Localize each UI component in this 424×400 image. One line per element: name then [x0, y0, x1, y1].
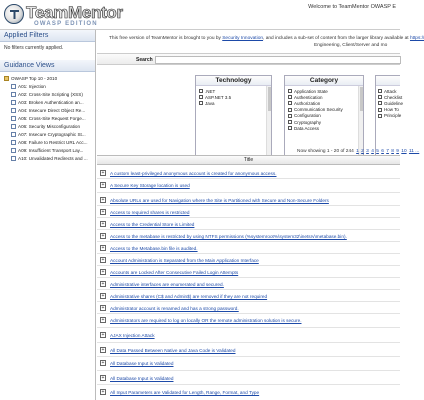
- showing-count: Now showing 1 - 20 of 244: [297, 149, 354, 154]
- applied-filters-title: Applied Filters: [0, 30, 95, 42]
- row-divider: [97, 370, 400, 371]
- row-divider: [97, 342, 400, 343]
- notice-text: , and includes a sub-set of content from the larger library available at: [263, 36, 410, 41]
- checkbox[interactable]: [378, 114, 382, 118]
- row-divider: [97, 265, 400, 266]
- checkbox[interactable]: [288, 120, 292, 124]
- guidance-tree: [0, 72, 95, 162]
- type-option-label: Principle: [384, 113, 402, 119]
- expand-icon[interactable]: +: [101, 269, 105, 275]
- row-title-link[interactable]: Account Administration is Separated from the Main Application Interface: [110, 257, 259, 263]
- technology-facet: [195, 75, 272, 163]
- row-title-link[interactable]: AJAX Injection Attack: [110, 332, 155, 338]
- type-option[interactable]: [378, 113, 402, 119]
- logo-emblem-icon: [4, 4, 24, 24]
- table-row[interactable]: [97, 358, 400, 368]
- row-title-link[interactable]: Absolute URLs are used for Navigation where the Site is Partitioned with Secure and Non-Secure Folders: [110, 197, 329, 203]
- category-option-label: Authentication: [294, 94, 323, 100]
- table-row[interactable]: [97, 168, 400, 178]
- search-input[interactable]: [155, 56, 401, 64]
- security-innovation-link[interactable]: Security Innovation: [222, 36, 264, 41]
- row-title-link[interactable]: Administrative interfaces are enumerated and secured.: [110, 281, 224, 287]
- expand-icon[interactable]: +: [101, 182, 105, 188]
- expand-icon[interactable]: +: [101, 375, 105, 381]
- page-link-more[interactable]: 11 ...: [408, 149, 420, 154]
- row-divider: [97, 217, 400, 218]
- row-title-link[interactable]: All Database Input is Validated: [110, 360, 174, 366]
- row-divider: [97, 205, 400, 206]
- row-title-link[interactable]: Access to the Metabase.bin file is audited.: [110, 245, 198, 251]
- page-link[interactable]: 7: [386, 149, 389, 154]
- tree-item[interactable]: [4, 90, 93, 98]
- expand-icon[interactable]: +: [101, 332, 105, 338]
- library-link[interactable]: https://: [409, 36, 424, 41]
- table-row[interactable]: [97, 315, 400, 325]
- row-divider: [97, 384, 400, 385]
- expand-icon[interactable]: +: [101, 293, 105, 299]
- row-title-link[interactable]: All Data Passed Between Native and Java Code is Validated: [110, 347, 236, 353]
- row-title-link[interactable]: All Database Input is Validated: [110, 375, 174, 381]
- page-icon: [11, 116, 16, 121]
- checkbox[interactable]: [378, 95, 382, 99]
- table-row[interactable]: [97, 303, 400, 313]
- expand-icon[interactable]: +: [101, 257, 105, 263]
- row-title-link[interactable]: A custom least-privileged anonymous account is created for anonymous access.: [110, 170, 277, 176]
- table-row[interactable]: [97, 195, 400, 205]
- page-link[interactable]: 8: [391, 149, 394, 154]
- page-icon: [11, 156, 16, 161]
- page-link[interactable]: 9: [396, 149, 399, 154]
- tree-item[interactable]: [4, 146, 93, 154]
- page-icon: [11, 84, 16, 89]
- technology-facet-title: Technology: [196, 76, 271, 86]
- tree-item-label: A02: Cross-Site Scripting (XSS): [18, 91, 83, 97]
- tree-item[interactable]: [4, 122, 93, 130]
- row-divider: [97, 229, 400, 230]
- expand-icon[interactable]: +: [101, 209, 105, 215]
- expand-icon[interactable]: +: [101, 245, 105, 251]
- checkbox[interactable]: [199, 95, 203, 99]
- checkbox[interactable]: [199, 89, 203, 93]
- row-divider: [97, 356, 400, 357]
- page-link[interactable]: 5: [376, 149, 379, 154]
- left-sidebar: [0, 30, 96, 400]
- tree-item-label: A03: Broken Authentication an...: [18, 99, 84, 105]
- row-title-link[interactable]: Access to required shares is restricted: [110, 209, 190, 215]
- type-option-label: Checklist: [384, 94, 403, 100]
- page-icon: [11, 92, 16, 97]
- expand-icon[interactable]: +: [101, 360, 105, 366]
- technology-options: [196, 86, 271, 109]
- tree-item-label: A08: Failure to Restrict URL Acc...: [18, 139, 88, 145]
- page-link[interactable]: 2: [361, 149, 364, 154]
- tree-item-label: A05: Cross-Site Request Forge...: [18, 115, 86, 121]
- search-label: Search: [136, 57, 153, 63]
- row-divider: [97, 253, 400, 254]
- table-row[interactable]: [97, 330, 400, 340]
- notice-text: This free version of TeamMentor is brought to you by: [109, 36, 223, 41]
- page-icon: [11, 140, 16, 145]
- tree-item[interactable]: [4, 82, 93, 90]
- notice-line-2: Engineering, Client/Server and mo: [314, 43, 388, 48]
- tree-item[interactable]: [4, 106, 93, 114]
- results-table: [97, 155, 400, 400]
- checkbox[interactable]: [288, 89, 292, 93]
- table-row[interactable]: [97, 231, 400, 241]
- row-divider: [97, 277, 400, 278]
- checkbox[interactable]: [288, 114, 292, 118]
- applied-filters-empty: No filters currently applied.: [4, 45, 64, 51]
- category-option[interactable]: [288, 125, 360, 131]
- header: [0, 0, 400, 30]
- tree-item-label: A01: Injection: [18, 83, 46, 89]
- row-title-link[interactable]: Accounts are Locked After Consecutive Failed Login Attempts: [110, 269, 239, 275]
- search-bar: [97, 53, 400, 65]
- technology-scrollbar[interactable]: [266, 86, 271, 162]
- column-header-title[interactable]: Title: [97, 156, 400, 165]
- checkbox[interactable]: [199, 101, 203, 105]
- welcome-text: Welcome to TeamMentor OWASP E: [308, 4, 396, 10]
- expand-icon[interactable]: +: [101, 317, 105, 323]
- expand-icon[interactable]: +: [101, 305, 105, 311]
- page-link[interactable]: 6: [381, 149, 384, 154]
- expand-icon[interactable]: +: [101, 233, 105, 239]
- logo-subtitle: OWASP EDITION: [34, 21, 98, 27]
- tree-item-label: A06: Security Misconfiguration: [18, 123, 81, 129]
- row-title-link[interactable]: Administrators are required to log on locally OR the remote administration solution is secure.: [110, 317, 302, 323]
- checkbox[interactable]: [378, 101, 382, 105]
- technology-option-label: .NET: [205, 88, 216, 94]
- table-row[interactable]: [97, 291, 400, 301]
- tree-root-label: OWASP Top 10 - 2010: [11, 75, 58, 81]
- checkbox[interactable]: [378, 108, 382, 112]
- tree-item[interactable]: [4, 114, 93, 122]
- expand-icon[interactable]: +: [101, 197, 105, 203]
- expand-icon[interactable]: +: [101, 170, 105, 176]
- checkbox[interactable]: [288, 95, 292, 99]
- category-option-label: Data Access: [294, 125, 320, 131]
- category-option-label: Cryptography: [294, 119, 322, 125]
- category-option-label: Authorization: [294, 100, 321, 106]
- tree-item[interactable]: [4, 138, 93, 146]
- category-option-label: Application State: [294, 88, 328, 94]
- table-row[interactable]: [97, 207, 400, 217]
- table-row[interactable]: [97, 255, 400, 265]
- page-link[interactable]: 3: [366, 149, 369, 154]
- table-row[interactable]: [97, 373, 400, 383]
- table-row[interactable]: [97, 180, 400, 190]
- technology-option-label: ASP.NET 3.5: [205, 94, 232, 100]
- page-icon: [11, 148, 16, 153]
- checkbox[interactable]: [288, 101, 292, 105]
- table-row[interactable]: [97, 345, 400, 355]
- checkbox[interactable]: [288, 108, 292, 112]
- tree-item[interactable]: [4, 98, 93, 106]
- category-options: [285, 86, 363, 133]
- category-option-label: Configuration: [294, 113, 321, 119]
- logo-title-mentor: Mentor: [67, 3, 123, 22]
- row-divider: [97, 313, 400, 314]
- technology-option-label: Java: [205, 100, 215, 106]
- tree-item[interactable]: [4, 154, 93, 162]
- page-icon: [11, 108, 16, 113]
- page-link[interactable]: 10: [401, 149, 407, 154]
- row-divider: [97, 241, 400, 242]
- page-icon: [11, 132, 16, 137]
- row-title-link[interactable]: All Input Parameters are Validated for Length, Range, Format, and Type: [110, 389, 260, 395]
- expand-icon[interactable]: +: [101, 389, 105, 395]
- category-option-label: Communication Security: [294, 107, 343, 113]
- row-title-link[interactable]: Administrative shares (C$ and Admin$) are removed if they are not required: [110, 293, 268, 299]
- tree-root-owasp[interactable]: [4, 74, 93, 82]
- checkbox[interactable]: [378, 89, 382, 93]
- table-row[interactable]: [97, 279, 400, 289]
- expand-icon[interactable]: +: [101, 221, 105, 227]
- main-content: [97, 30, 424, 400]
- notice-banner: [97, 30, 424, 53]
- table-row[interactable]: [97, 387, 400, 397]
- table-row[interactable]: [97, 267, 400, 277]
- expand-icon[interactable]: +: [101, 347, 105, 353]
- tree-item[interactable]: [4, 130, 93, 138]
- page-link[interactable]: 4: [371, 149, 374, 154]
- page-icon: [11, 100, 16, 105]
- expand-icon[interactable]: +: [101, 281, 105, 287]
- type-options: [376, 86, 404, 121]
- row-title-link[interactable]: Administrator account is renamed and has a strong password.: [110, 305, 239, 311]
- type-option-label: Attack: [384, 88, 397, 94]
- table-row[interactable]: [97, 219, 400, 229]
- row-divider: [97, 192, 400, 193]
- folder-icon: [4, 76, 9, 81]
- technology-option[interactable]: [199, 100, 268, 106]
- page-icon: [11, 124, 16, 129]
- tree-item-label: A09: Insufficient Transport Lay...: [18, 147, 84, 153]
- checkbox[interactable]: [288, 126, 292, 130]
- logo-title: [26, 3, 123, 23]
- row-title-link[interactable]: Access to the Credential Store is Limited: [110, 221, 195, 227]
- pagination: [297, 149, 419, 154]
- row-divider: [97, 327, 400, 328]
- tree-item-label: A07: Insecure Cryptographic St...: [18, 131, 86, 137]
- category-facet-title: Category: [285, 76, 363, 86]
- row-title-link[interactable]: Access to the metabase is restricted by using NTFS permissions (%systemroot%\system32\inetsrv\metabase.bin).: [110, 233, 347, 239]
- row-title-link[interactable]: A Secure Key Storage location is used: [110, 182, 190, 188]
- teammentor-logo[interactable]: [4, 2, 123, 28]
- guidance-views-title: Guidance Views: [0, 60, 95, 72]
- type-facet-title: [376, 76, 400, 86]
- type-option-label: Guideline: [384, 100, 404, 106]
- row-divider: [97, 178, 400, 179]
- table-row[interactable]: [97, 243, 400, 253]
- type-option-label: How To: [384, 107, 399, 113]
- row-divider: [97, 301, 400, 302]
- row-divider: [97, 289, 400, 290]
- tree-item-label: A10: Unvalidated Redirects and ...: [18, 155, 88, 161]
- tree-item-label: A04: Insecure Direct Object Re...: [18, 107, 86, 113]
- logo-title-team: Team: [26, 3, 68, 22]
- page-link[interactable]: 1: [356, 149, 359, 154]
- notice-line-1: [109, 35, 424, 42]
